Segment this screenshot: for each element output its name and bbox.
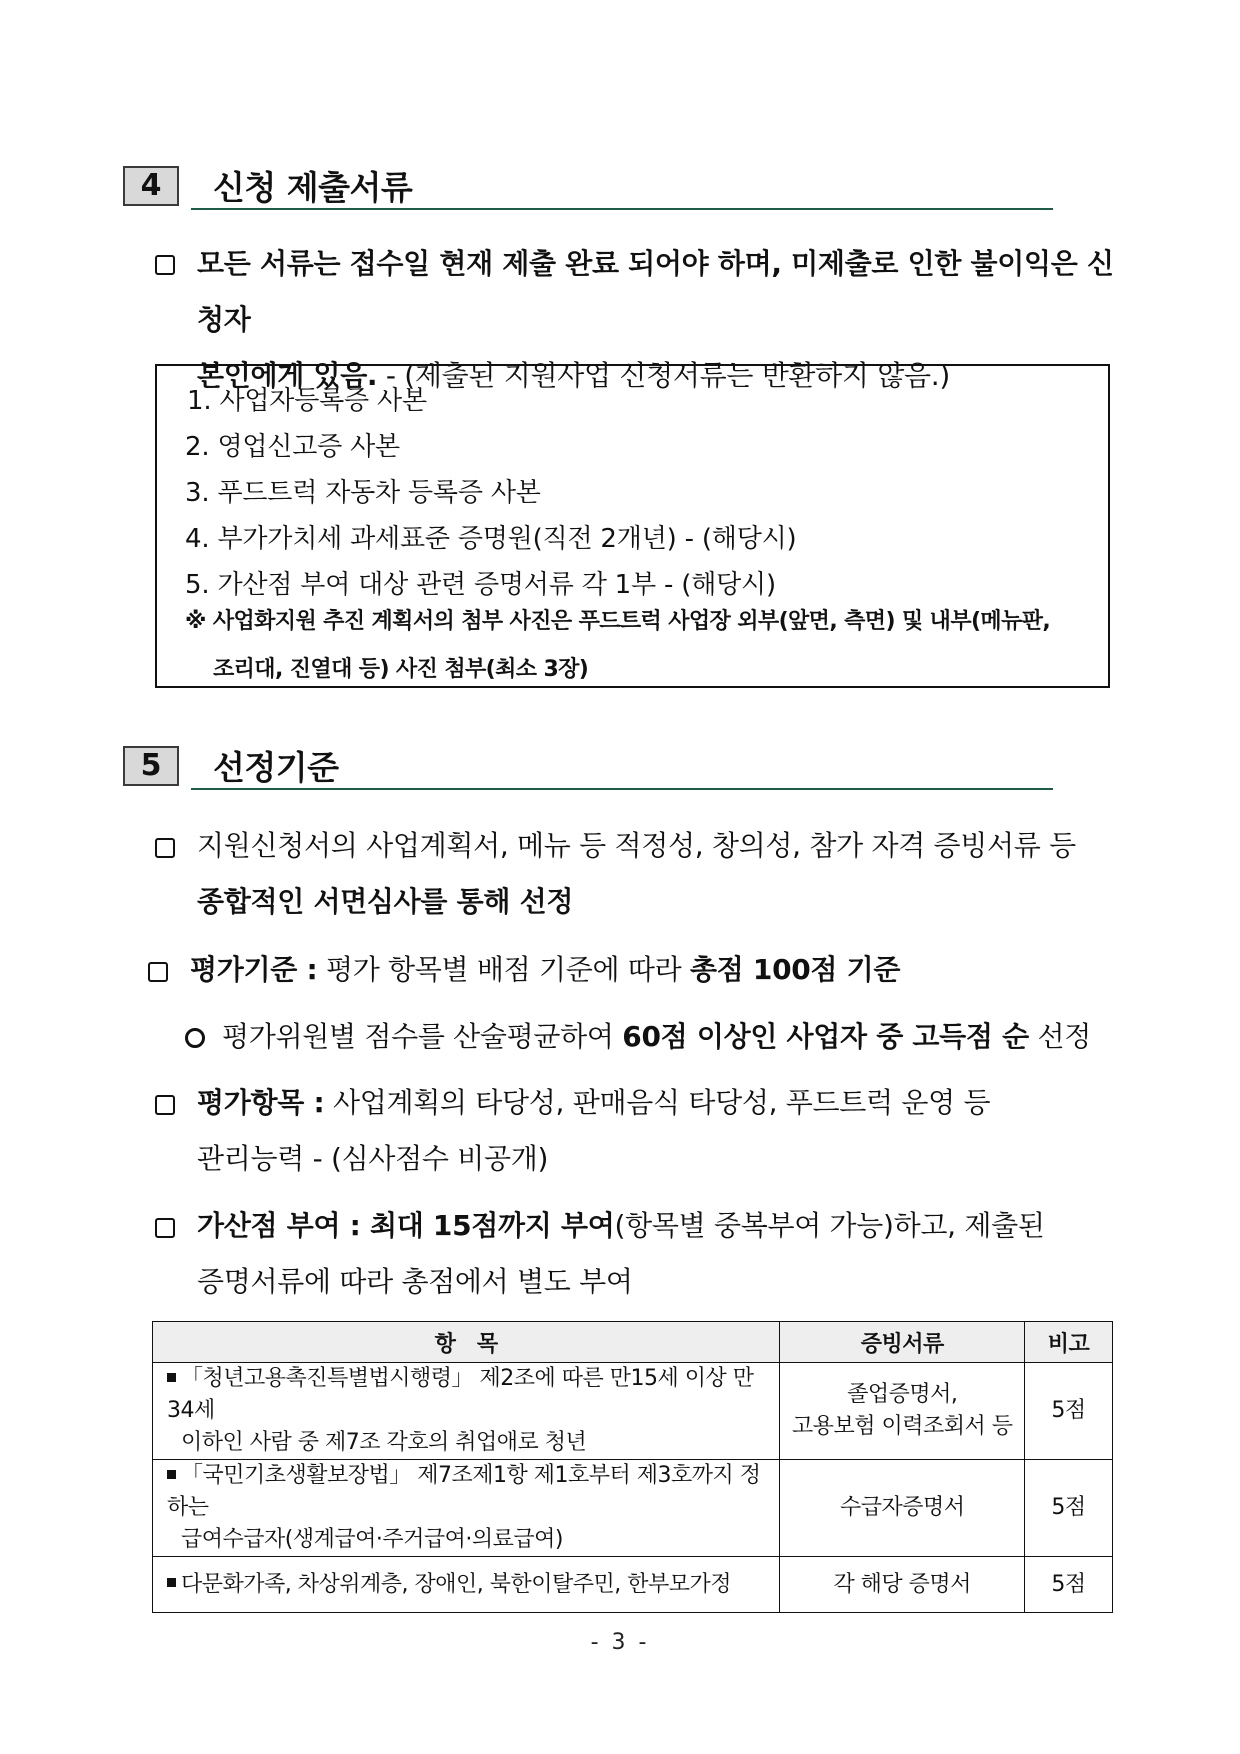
section-title: 선정기준 bbox=[213, 748, 339, 787]
bonus-points bbox=[197, 1198, 1117, 1310]
note-cell: 5점 bbox=[1025, 1460, 1113, 1557]
p1-line-1: 지원신청서의 사업계획서, 메뉴 등 적정성, 창의성, 참가 자격 증빙서류 등 bbox=[197, 829, 1076, 862]
intro-rest-text: - (제출된 지원사업 신청서류는 반환하지 않음.) bbox=[377, 359, 951, 392]
column-header: 항 목 bbox=[153, 1322, 780, 1363]
document-note bbox=[185, 598, 1050, 694]
section-underline bbox=[191, 788, 1053, 790]
p1-line-2: 종합적인 서면심사를 통해 선정 bbox=[197, 885, 574, 918]
checkbox-bullet-icon bbox=[155, 838, 175, 858]
method-bold: 60점 이상인 사업자 중 고득점 순 bbox=[622, 1020, 1029, 1053]
square-bullet-icon bbox=[167, 1373, 176, 1382]
checkbox-bullet-icon bbox=[148, 962, 168, 982]
table-header-row bbox=[153, 1322, 1113, 1363]
section-number: 4 bbox=[123, 166, 179, 206]
doc-line-1: 졸업증명서, bbox=[847, 1382, 958, 1407]
method-text: 평가위원별 점수를 산술평균하여 bbox=[222, 1020, 623, 1053]
checkbox-bullet-icon bbox=[155, 1095, 175, 1115]
item-line-1: 「청년고용촉진특별법시행령」 제2조에 따른 만15세 이상 만 34세 bbox=[167, 1366, 754, 1423]
item-cell bbox=[153, 1557, 780, 1613]
table-row bbox=[153, 1557, 1113, 1613]
document-item: 2. 영업신고증 사본 bbox=[185, 432, 400, 462]
method-post: 선정 bbox=[1028, 1020, 1091, 1053]
selection-paragraph-1 bbox=[197, 818, 1117, 930]
items-line-2: 관리능력 - (심사점수 비공개) bbox=[197, 1142, 549, 1175]
column-header: 증빙서류 bbox=[780, 1322, 1025, 1363]
doc-cell: 각 해당 증명서 bbox=[780, 1557, 1025, 1613]
square-bullet-icon bbox=[167, 1578, 176, 1587]
circle-bullet-icon bbox=[185, 1028, 205, 1048]
doc-line-2: 고용보험 이력조회서 등 bbox=[791, 1414, 1013, 1439]
bonus-text: (항목별 중복부여 가능)하고, 제출된 bbox=[614, 1209, 1045, 1242]
items-label: 평가항목 : bbox=[197, 1086, 325, 1119]
checkbox-bullet-icon bbox=[155, 1218, 175, 1238]
checkbox-bullet-icon bbox=[155, 255, 175, 275]
item-cell bbox=[153, 1363, 780, 1460]
note-line-1: ※ 사업화지원 추진 계획서의 첨부 사진은 푸드트럭 사업장 외부(앞면, 측면) 및 내부(메뉴판, bbox=[185, 609, 1051, 634]
section-title: 신청 제출서류 bbox=[213, 168, 413, 207]
note-cell: 5점 bbox=[1025, 1557, 1113, 1613]
item-cell bbox=[153, 1460, 780, 1557]
document-item: 4. 부가가치세 과세표준 증명원(직전 2개년) - (해당시) bbox=[185, 524, 797, 554]
intro-bold-text: 모든 서류는 접수일 현재 제출 완료 되어야 하며, 미제출로 인한 불이익은 신청자 bbox=[197, 247, 1114, 336]
column-header: 비고 bbox=[1025, 1322, 1113, 1363]
criteria-bold: 총점 100점 기준 bbox=[689, 953, 901, 986]
document-item: 1. 사업자등록증 사본 bbox=[187, 386, 427, 416]
evaluation-criteria bbox=[190, 942, 1110, 998]
evaluation-items bbox=[197, 1075, 1117, 1187]
doc-cell: 수급자증명서 bbox=[780, 1460, 1025, 1557]
square-bullet-icon bbox=[167, 1470, 176, 1479]
bonus-line-2: 증명서류에 따라 총점에서 별도 부여 bbox=[197, 1265, 633, 1298]
section-5-header bbox=[123, 746, 1053, 790]
table-row bbox=[153, 1460, 1113, 1557]
item-line-2: 급여수급자(생계급여·주거급여·의료급여) bbox=[181, 1527, 563, 1552]
note-cell: 5점 bbox=[1025, 1363, 1113, 1460]
page-number: - 3 - bbox=[590, 1630, 650, 1655]
section-number: 5 bbox=[123, 746, 179, 786]
items-text: 사업계획의 타당성, 판매음식 타당성, 푸드트럭 운영 등 bbox=[324, 1086, 991, 1119]
bonus-table bbox=[152, 1321, 1113, 1613]
doc-cell bbox=[780, 1363, 1025, 1460]
criteria-label: 평가기준 : bbox=[190, 953, 318, 986]
intro-bold-text-2: 본인에게 있음. bbox=[197, 359, 378, 392]
evaluation-method bbox=[222, 1009, 1122, 1065]
bonus-label: 가산점 부여 : 최대 15점까지 부여 bbox=[197, 1209, 615, 1242]
item-line-2: 이하인 사람 중 제7조 각호의 취업애로 청년 bbox=[181, 1430, 587, 1455]
table-row bbox=[153, 1363, 1113, 1460]
document-item: 5. 가산점 부여 대상 관련 증명서류 각 1부 - (해당시) bbox=[185, 570, 776, 600]
note-line-2: 조리대, 진열대 등) 사진 첨부(최소 3장) bbox=[213, 657, 589, 682]
section-4-header bbox=[123, 166, 1053, 210]
document-item: 3. 푸드트럭 자동차 등록증 사본 bbox=[185, 478, 541, 508]
documents-box bbox=[155, 364, 1110, 688]
item-line-1: 「국민기초생활보장법」 제7조제1항 제1호부터 제3호까지 정하는 bbox=[167, 1463, 761, 1520]
item-line-1: 다문화가족, 차상위계층, 장애인, 북한이탈주민, 한부모가정 bbox=[181, 1571, 731, 1597]
criteria-text: 평가 항목별 배점 기준에 따라 bbox=[317, 953, 690, 986]
section-underline bbox=[191, 208, 1053, 210]
